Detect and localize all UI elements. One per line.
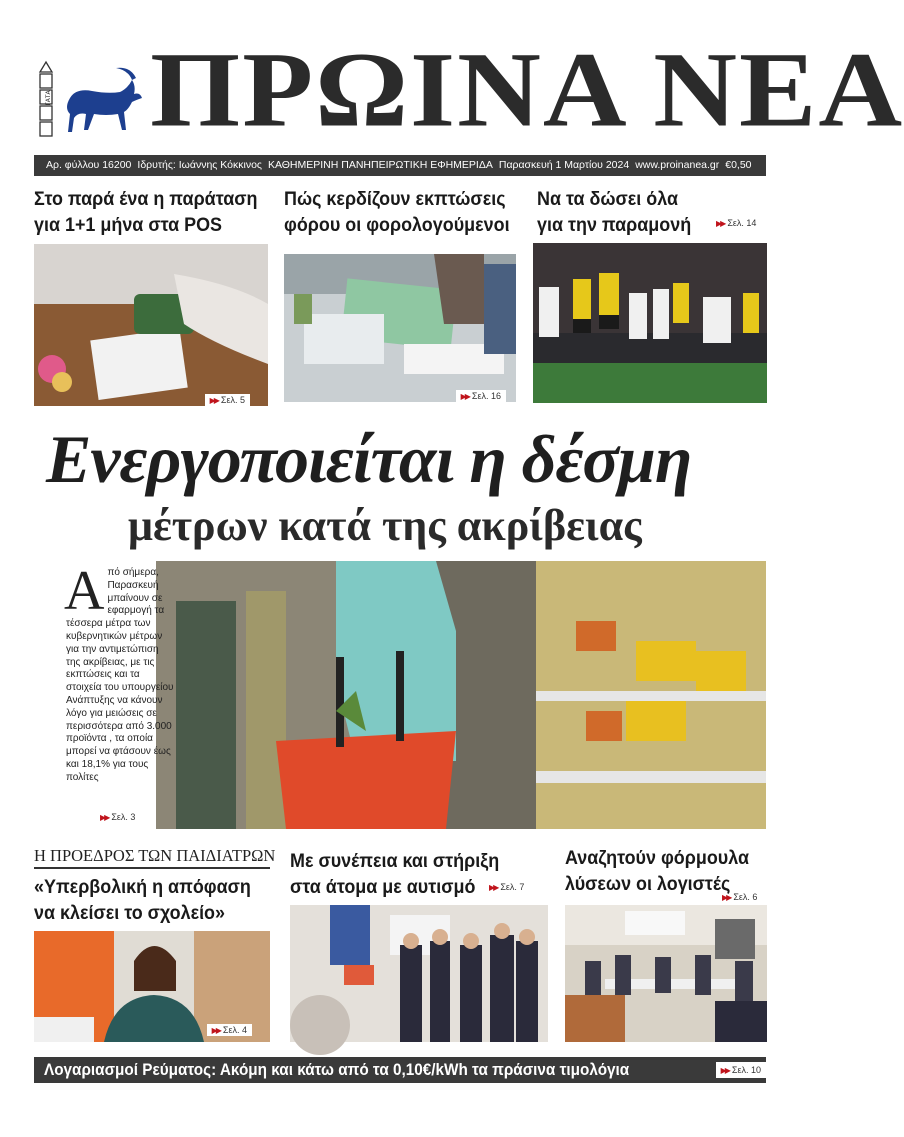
issue-number: Αρ. φύλλου 16200 [46,159,132,171]
main-subheadline[interactable]: μέτρων κατά της ακρίβειας [128,501,642,550]
divider [34,867,270,869]
story-tax-headline[interactable]: Πώς κερδίζουν εκπτώσεις φόρου οι φορολογούμενοι [284,188,510,236]
page-ref[interactable]: ▶▶ Σελ. 7 [489,882,525,892]
page-ref[interactable]: ▶▶ Σελ. 3 [100,812,136,822]
masthead-title: ΠΡΩΙΝΑ ΝΕΑ [150,31,904,150]
story-pos-photo[interactable] [34,244,268,406]
main-story-photo[interactable] [156,561,766,829]
story-pos-headline[interactable]: Στο παρά ένα η παράταση για 1+1 μήνα στα POS [34,188,258,236]
footer-headline: Λογαριασμοί Ρεύματος: Ακόμη και κάτω από τα 0,10€/kWh τα πράσινα τιμολόγια [44,1060,630,1079]
issue-date: Παρασκευή 1 Μαρτίου 2024 [498,159,630,171]
story-football-photo[interactable] [533,243,767,403]
story-autism-headline[interactable]: Με συνέπεια και στήριξη στα άτομα με αυτισμό [290,850,500,898]
pediatrics-kicker: Η ΠΡΟΕΔΡΟΣ ΤΩΝ ΠΑΙΔΙΑΤΡΩΝ [34,846,276,865]
story-autism-photo[interactable] [290,905,548,1042]
info-bar [34,155,766,176]
story-pediatrics-headline[interactable]: «Υπερβολική η απόφαση να κλείσει το σχολείο» [34,876,251,924]
founder: Ιδρυτής: Ιωάννης Κόκκινος [137,159,262,171]
main-lead-text: Από σήμερα, Παρασκευή μπαίνουν σε εφαρμογή τα τέσσερα μέτρα των κυβερνητικών μέτρων για την αντιμετώπιση της ακρίβειας, με τις εκπτώσεις και τα στοιχεία του υπουργείου Ανάπτυξης να κάνουν λόγο για μειώσεις σε περισσότερα από 3.000 προϊόντα , τα οποία μπορεί να φτάσουν έως και 18,1% για τους πολίτες [64,560,174,783]
footer-headline-bar[interactable] [34,1057,766,1083]
main-headline[interactable]: Ενεργοποιείται η δέσμη [46,421,692,497]
story-tax-photo[interactable] [284,254,516,402]
story-pediatrics-photo[interactable] [34,931,270,1042]
page-ref[interactable]: ▶▶ Σελ. 16 [456,390,506,402]
tagline: ΚΑΘΗΜΕΡΙΝΗ ΠΑΝΗΠΕΙΡΩΤΙΚΗ ΕΦΗΜΕΡΙΔΑ [267,159,493,171]
newspaper-logo [36,58,148,142]
story-accountants-headline[interactable]: Αναζητούν φόρμουλα λύσεων οι λογιστές [565,847,750,895]
story-accountants-photo[interactable] [565,905,767,1042]
page-ref[interactable]: ▶▶ Σελ. 6 [722,892,758,902]
website-link[interactable]: www.proinanea.gr [635,159,720,171]
page-ref[interactable]: ▶▶ Σελ. 5 [205,394,250,406]
logo-label: ΓΑΤΑ [45,90,52,106]
drop-cap: Α [64,560,105,622]
price: €0,50 [725,159,752,171]
page-ref[interactable]: ▶▶ Σελ. 14 [716,218,757,228]
page-ref[interactable]: ▶▶ Σελ. 4 [207,1024,252,1036]
page-ref[interactable]: ▶▶ Σελ. 10 [716,1062,766,1078]
story-football-headline[interactable]: Να τα δώσει όλα για την παραμονή [537,188,692,236]
